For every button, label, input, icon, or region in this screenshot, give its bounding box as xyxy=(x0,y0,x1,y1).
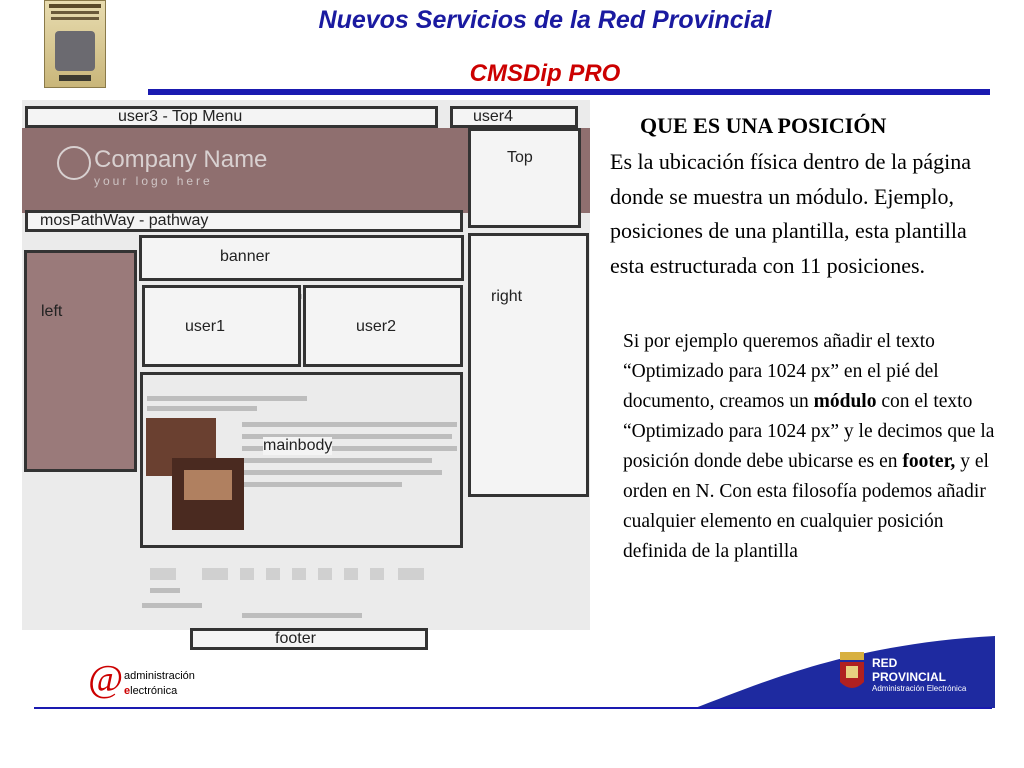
position-mainbody: mainbody xyxy=(140,372,463,548)
rp-logo-line1: RED xyxy=(872,656,898,670)
position-left: left xyxy=(24,250,137,472)
position-user3-top-menu: user3 - Top Menu xyxy=(25,106,438,128)
company-name: Company Name xyxy=(94,146,268,173)
company-tagline: your logo here xyxy=(94,174,213,188)
section-heading: QUE ES UNA POSICIÓN xyxy=(640,113,887,138)
red-provincial-logo xyxy=(838,650,988,700)
position-user4: user4 xyxy=(450,106,578,128)
header-rule xyxy=(148,89,990,95)
slide-subtitle: CMSDip PRO xyxy=(469,60,621,87)
position-banner: banner xyxy=(139,235,464,281)
slide-title: Nuevos Servicios de la Red Provincial xyxy=(318,6,772,34)
position-top: Top xyxy=(468,128,581,228)
position-footer: footer xyxy=(190,628,428,650)
at-sign-icon: @ xyxy=(88,658,123,700)
rp-logo-line3: Administración Electrónica xyxy=(872,684,967,693)
position-user1: user1 xyxy=(142,285,301,367)
example-paragraph: Si por ejemplo queremos añadir el texto “Optimizado para 1024 px” en el pié del documento, creamos un módulo con el texto “Optimizado para 1024 px” y le decimos que la posición donde debe ubicarse es en footer, y el orden en N. Con esta filosofía podemos añadir cualquier elemento en cualquier posición definida de la plantilla xyxy=(623,331,995,562)
position-pathway: mosPathWay - pathway xyxy=(25,210,463,232)
footer-rule xyxy=(34,707,992,709)
template-layout-diagram xyxy=(22,100,590,647)
cover-thumbnail xyxy=(44,0,106,88)
ae-logo-line1: administración xyxy=(124,670,195,682)
rp-logo-line2: PROVINCIAL xyxy=(872,670,947,684)
position-user2: user2 xyxy=(303,285,463,367)
administracion-electronica-logo xyxy=(88,660,218,704)
definition-paragraph: Es la ubicación física dentro de la página donde se muestra un módulo. Ejemplo, posiciones de una plantilla, esta plantilla esta estructurada con 11 posiciones. xyxy=(610,149,972,278)
coat-of-arms-icon xyxy=(838,650,866,696)
company-logo-icon xyxy=(57,146,91,180)
ae-logo-line2: electrónica xyxy=(124,685,178,697)
position-right: right xyxy=(468,233,589,497)
